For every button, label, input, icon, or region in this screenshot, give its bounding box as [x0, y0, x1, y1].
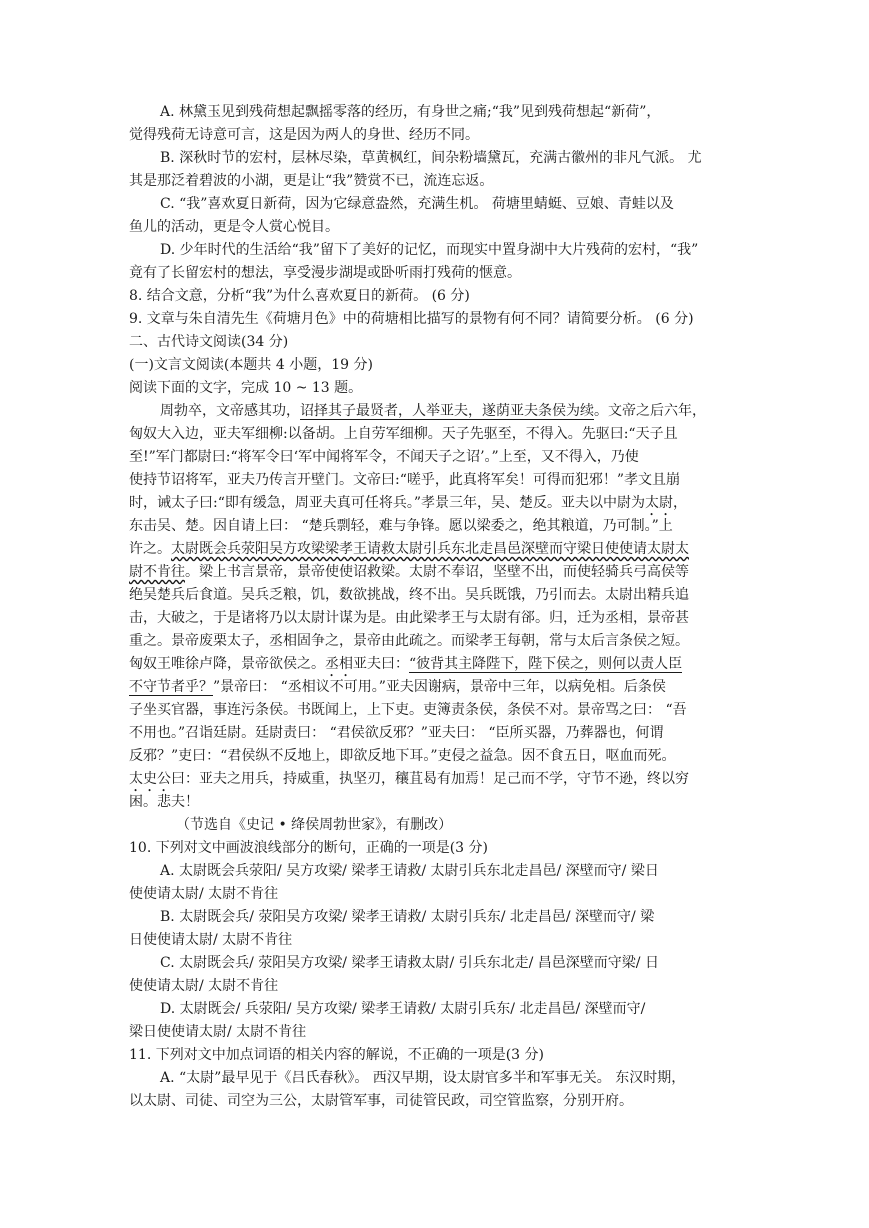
passage-source: （节选自《史记 • 绛侯周勃世家》，有删改）	[176, 817, 453, 833]
subsection-title: (一)文言文阅读(本题共 4 小题，19 分)	[129, 357, 373, 373]
dotted-term-taiwei: 太尉	[645, 495, 674, 511]
q10-option-a-line1: A. 太尉既会兵荥阳/ 吴方攻梁/ 梁孝王请救/ 太尉引兵东北走昌邑/ 深壁而守/ 梁日	[160, 863, 659, 879]
q11-option-a-line1: A. “太尉”最早见于《吕氏春秋》。 西汉早期，设太尉官多半和军事无关。 东汉时期，	[160, 1070, 686, 1086]
q7-option-b-line1: B. 深秋时节的宏村，层林尽染，草黄枫红，间杂粉墙黛瓦，充满古徽州的非凡气派。 尤	[160, 150, 702, 166]
passage-line	[160, 400, 706, 423]
q7-option-d-line2: 竟有了长留宏村的想法，享受漫步湖堤或卧听雨打残荷的惬意。	[129, 265, 521, 281]
q10-option-c-line2: 使使请太尉/ 太尉不肯往	[129, 978, 279, 994]
wavy-underlined-text: 尉不肯往	[129, 564, 185, 580]
passage-text: 许之。	[129, 541, 171, 557]
question-8: 8. 结合文意，分析“我”为什么喜欢夏日的新荷。 (6 分)	[129, 288, 470, 304]
dotted-term-taishigong: 太史公	[129, 771, 171, 787]
wavy-underlined-text: 太尉既会兵荥阳吴方攻梁梁孝王请救太尉引兵东北走昌邑深壁而守梁日使使请太尉太	[171, 541, 689, 557]
passage-line: 匈奴大入边，亚夫军细柳:以备胡。上自劳军细柳。天子先驱至，不得入。先驱曰:“天子且	[129, 426, 678, 442]
q7-option-b-line2: 其是那泛着碧波的小湖，更是让“我”赞赏不已，流连忘返。	[129, 173, 494, 189]
passage-line: 东击吴、楚。因自请上曰： “楚兵剽轻，难与争锋。愿以梁委之，绝其粮道，乃可制。”上	[129, 518, 673, 534]
passage-line	[129, 676, 666, 699]
passage-text: ，	[673, 495, 688, 511]
passage-text: 时，诫太子曰:“即有缓急，周亚夫真可任将兵。”孝景三年，吴、楚反。亚夫以中尉为	[129, 495, 646, 511]
passage-text: 曰：亚夫之用兵，持威重，执坚刃，穰苴曷有加焉！足己而不学，守节不逊，终以穷	[171, 771, 689, 787]
passage-line	[129, 538, 689, 561]
passage-line	[129, 561, 689, 584]
passage-line: 至!”军门都尉曰:“将军令曰‘军中闻将军令，不闻天子之诏’。”上至，又不得入，乃使	[129, 449, 639, 465]
question-10-stem: 10. 下列对文中画波浪线部分的断句，正确的一项是(3 分)	[129, 840, 488, 856]
q10-option-b-line2: 日使使请太尉/ 太尉不肯往	[129, 932, 293, 948]
underlined-sentence: “彼背其主降陛下，陛下侯之，则何以责人臣	[409, 656, 683, 672]
q7-option-c-line1: C. “我”喜欢夏日新荷，因为它绿意盎然，充满生机。 荷塘里蜻蜓、豆娘、青蛙以及	[160, 196, 674, 212]
passage-line: 重之。景帝废栗太子，丞相固争之，景帝由此疏之。而梁孝王每朝，常与太后言条侯之短。	[129, 633, 689, 649]
passage-line: 击，大破之，于是诸将乃以太尉计谋为是。由此梁孝王与太尉有郤。归，迁为丞相，景帝甚	[129, 610, 689, 626]
q11-option-a-line2: 以太尉、司徒、司空为三公，太尉管军事，司徒管民政，司空管监察，分别开府。	[129, 1093, 633, 1109]
q10-option-d-line1: D. 太尉既会/ 兵荥阳/ 吴方攻梁/ 梁孝王请救/ 太尉引兵东/ 北走昌邑/ 深壁而守/	[160, 1001, 646, 1017]
passage-line	[129, 768, 689, 795]
q7-option-a-line1: A. 林黛玉见到残荷想起飘摇零落的经历，有身世之痛;“我”见到残荷想起“新荷”，	[160, 104, 661, 120]
passage-line: 子坐买官器，事连污条侯。书既闻上，上下吏。吏簿责条侯，条侯不对。景帝骂之曰： “吾	[129, 702, 687, 718]
passage-text: 周勃卒，文帝感其功，	[160, 403, 300, 419]
q7-option-d-line1: D. 少年时代的生活给“我”留下了美好的记忆，而现实中置身湖中大片残荷的宏村，“我”	[160, 242, 699, 258]
passage-line: 使持节诏将军，亚夫乃传言开壁门。文帝曰:“嗟乎，此真将军矣！可得而犯邪！”孝文且崩	[129, 472, 681, 488]
section-title: 二、古代诗文阅读(34 分)	[129, 334, 289, 350]
passage-line: 不用也。”召诣廷尉。廷尉责曰： “君侯欲反邪？”亚夫曰： “臣所买器，乃葬器也，何谓	[129, 725, 664, 741]
underlined-sentence: 诏择其子最贤者，人举亚夫，遂荫亚夫条侯为续	[300, 403, 594, 419]
passage-line: 困。悲夫！	[129, 794, 199, 810]
underlined-sentence: 不守节者乎？	[129, 679, 213, 695]
q10-option-d-line2: 梁日使使请太尉/ 太尉不肯往	[129, 1024, 307, 1040]
passage-line: 反邪？”吏曰：“君侯纵不反地上，即欲反地下耳。”吏侵之益急。因不食五日，呕血而死。	[129, 748, 676, 764]
passage-text: 亚夫曰：	[353, 656, 409, 672]
q7-option-c-line2: 鱼儿的活动，更是令人赏心悦目。	[129, 219, 339, 235]
question-9: 9. 文章与朱自清先生《荷塘月色》中的荷塘相比描写的景物有何不同？请简要分析。 (6 分)	[129, 311, 694, 327]
passage-text: 。梁上书言景帝，景帝使使诏救梁。太尉不奉诏，坚壁不出，而使轻骑兵弓高侯等	[185, 564, 689, 580]
q7-option-a-line2: 觉得残荷无诗意可言，这是因为两人的身世、经历不同。	[129, 127, 479, 143]
q10-option-b-line1: B. 太尉既会兵/ 荥阳吴方攻梁/ 梁孝王请救/ 太尉引兵东/ 北走昌邑/ 深壁而守/ 梁	[160, 909, 655, 925]
passage-text: 匈奴王唯徐卢降，景帝欲侯之。	[129, 656, 325, 672]
passage-text: 。文帝之后六年，	[594, 403, 706, 419]
dotted-term-chengxiang: 丞相	[325, 656, 353, 672]
reading-instruction: 阅读下面的文字，完成 10 ~ 13 题。	[129, 380, 363, 396]
q10-option-a-line2: 使使请太尉/ 太尉不肯往	[129, 886, 279, 902]
question-11-stem: 11. 下列对文中加点词语的相关内容的解说，不正确的一项是(3 分)	[129, 1047, 544, 1063]
passage-text: ”景帝曰： “丞相议不可用。”亚夫因谢病，景帝中三年，以病免相。后条侯	[213, 679, 666, 695]
passage-line: 绝吴楚兵后食道。吴兵乏粮，饥，数欲挑战，终不出。吴兵既饿，乃引而去。太尉出精兵追	[129, 587, 689, 603]
q10-option-c-line1: C. 太尉既会兵/ 荥阳吴方攻梁/ 梁孝王请救太尉/ 引兵东北走/ 昌邑深壁而守梁/ 日	[160, 955, 659, 971]
